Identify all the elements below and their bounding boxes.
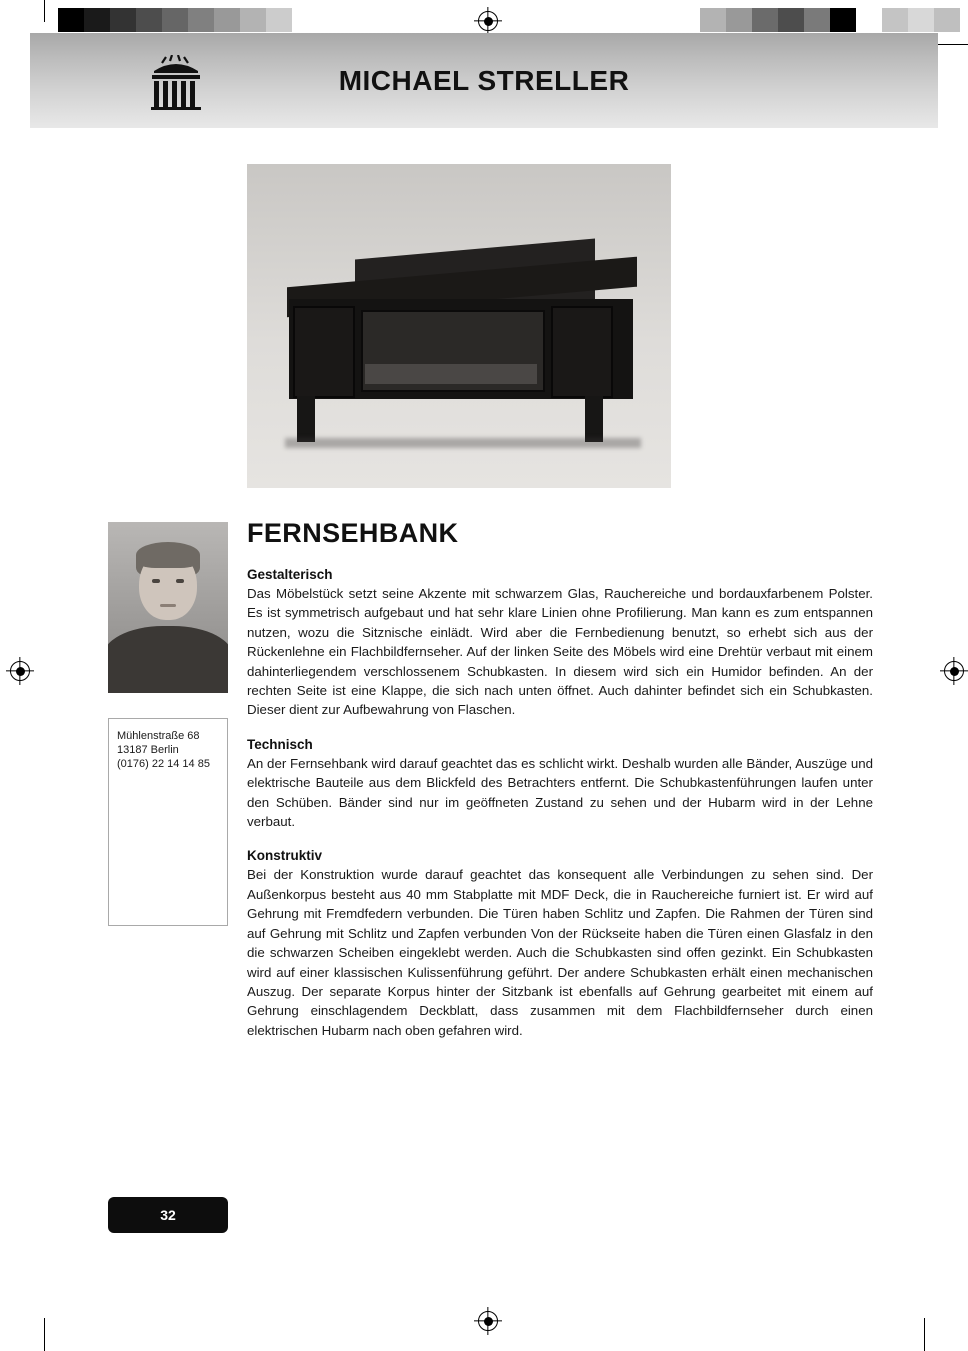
section-body: Das Möbelstück setzt seine Akzente mit schwarzem Glas, Rauchereiche und bordauxfarbenem Polster. Es ist symmetrisch aufgebaut und hat sehr klare Linien ohne Profilierung. Man kann es zum entspannen nutzen, wozu die Sitznische einlädt. Wird aber die Fernbedienung benutzt, so erhebt sich aus der Rückenlehne ein Flachbildfernseher. Auf der linken Seite des Möbels wird eine Drehtür verbaut mit einem dahinterliegendem verschlossenem Schubkasten. In diesem wird sich ein Humidor befinden. An der rechten Seite ist eine Klappe, die sich nach unten öffnet. Auch dahinter befindet sich ein Schubkasten. Dieser dient zur Aufbewahrung von Flaschen. [247,586,873,718]
section-heading: Konstruktiv [247,848,323,864]
section-technisch [247,737,873,832]
product-photo [247,164,671,488]
section-konstruktiv [247,848,873,1040]
contact-box [108,718,228,926]
contact-street: Mühlenstraße 68 [117,730,200,742]
page-header [30,33,938,128]
contact-phone: (0176) 22 14 14 85 [117,758,210,770]
crop-mark-top-left-v [44,0,45,22]
section-heading: Technisch [247,736,313,752]
page-title: MICHAEL STRELLER [338,64,630,96]
tv-bench-furniture-illustration [269,214,651,444]
article-content [247,518,873,1040]
section-gestalterisch [247,567,873,720]
project-title: FERNSEHBANK [247,518,459,548]
crop-mark-bottom-right-v [924,1318,925,1351]
colorbar-right [700,8,960,32]
section-body: Bei der Konstruktion wurde darauf geachtet das konsequent alle Verbindungen zu sehen sind. Der Außenkorpus besteht aus 40 mm Stabplatte mit MDF Deck, die in Rauchereiche furniert ist. Er wird auf Gehrung mit Fremdfedern verbunden. Die Türen haben Schlitz und Zapfen. Die Rahmen der Türen sind auf Gehrung mit Schlitz und Zapfen verbunden Von der Rückseite haben die Türen einen Glasfalz in den die schwarzen Scheiben eingeklebt werden. Auch die Schubkasten sind offen gezinkt. Ein Schubkasten wird auf einer klassischen Kulissenführung geführt. Der andere Schubkasten erhält einen mechanischen Auszug. Der separate Korpus hinter der Sitzbank ist ebenfalls auf Gehrung gearbeitet mit einem auf Gehrung einschlagendem Deckblatt, dass zusammen mit dem Flachbildfernseher durch einen elektrischen Hubarm nach oben gefahren wird. [247,867,873,1038]
registration-mark-right [944,661,964,681]
contact-city: 13187 Berlin [117,744,179,756]
registration-mark-top [478,11,498,31]
section-heading: Gestalterisch [247,567,333,582]
crop-mark-bottom-left-v [44,1318,45,1351]
registration-mark-bottom [478,1311,498,1331]
designer-portrait-photo [108,522,228,693]
colorbar-left [58,8,318,32]
page-number-badge: 32 [108,1197,228,1233]
section-body: An der Fernsehbank wird darauf geachtet das es schlicht wirkt. Deshalb wurden alle Bänder, Auszüge und elektrische Bauteile aus dem Blickfeld des Betrachters entfernt. Die Schubkastenführungen laufen unter den Schüben. Bänder sind nur im geöffneten Zustand zu sehen und der Hubarm wird in der Lehne verbaut. [247,755,873,830]
registration-mark-left [10,661,30,681]
